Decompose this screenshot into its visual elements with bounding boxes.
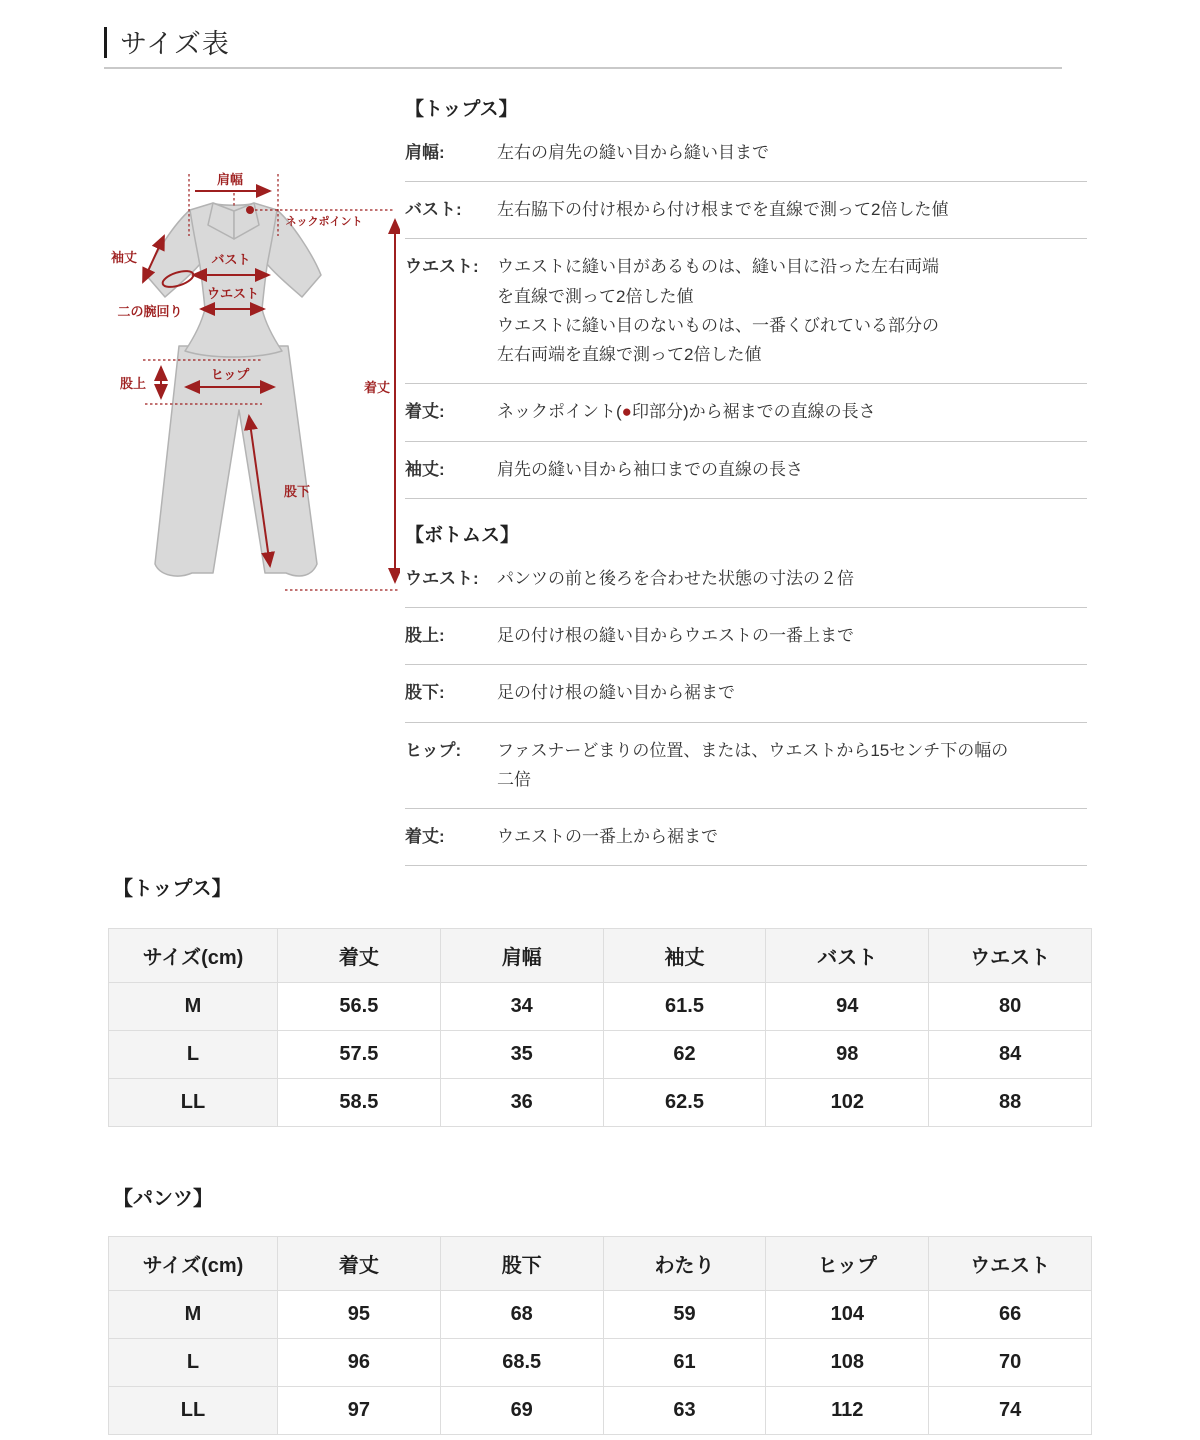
definition-line: を直線で測って2倍した値: [497, 286, 694, 306]
value-cell: 96: [278, 1339, 441, 1387]
table-row: [109, 1339, 1092, 1387]
definition-term: 肩幅:: [405, 143, 445, 162]
definitions-column: [405, 94, 1087, 866]
column-header: 肩幅: [440, 929, 603, 983]
tops-definitions-heading: 【トップス】: [405, 99, 518, 120]
value-cell: 62.5: [603, 1079, 766, 1127]
definition-term: ウエスト:: [405, 257, 479, 277]
tops-size-table: [108, 928, 1092, 1127]
value-cell: 69: [440, 1387, 603, 1435]
definition-row: [405, 182, 1087, 239]
label-waist: ウエスト: [206, 286, 260, 301]
definition-desc: 左右の肩先の縫い目から縫い目まで: [497, 143, 769, 162]
value-cell: 102: [766, 1079, 929, 1127]
value-cell: 80: [929, 983, 1092, 1031]
column-header: ウエスト: [929, 929, 1092, 983]
definition-desc: パンツの前と後ろを合わせた状態の寸法の２倍: [497, 568, 854, 588]
value-cell: 61.5: [603, 983, 766, 1031]
definition-desc: [497, 736, 1087, 794]
definition-desc: [497, 397, 1087, 426]
label-shoulder-width: 肩幅: [216, 172, 244, 187]
size-cell: LL: [109, 1387, 278, 1435]
definition-line: ウエストに縫い目があるものは、縫い目に沿った左右両端: [497, 257, 939, 277]
definition-desc: ウエストの一番上から裾まで: [497, 827, 718, 847]
neck-point-dot: [246, 206, 254, 214]
definition-term: ウエスト:: [405, 568, 479, 588]
table-row: [109, 1031, 1092, 1079]
table-header-row: [109, 1237, 1092, 1291]
size-cell: L: [109, 1031, 278, 1079]
table-row: [109, 1387, 1092, 1435]
definition-line: 二倍: [497, 769, 531, 789]
definition-term: 袖丈:: [405, 459, 445, 479]
definition-row: [405, 239, 1087, 384]
column-header: サイズ(cm): [109, 929, 278, 983]
value-cell: 58.5: [278, 1079, 441, 1127]
size-cell: M: [109, 1291, 278, 1339]
value-cell: 63: [603, 1387, 766, 1435]
value-cell: 104: [766, 1291, 929, 1339]
column-header: 股下: [440, 1237, 603, 1291]
definition-row: [405, 809, 1087, 866]
label-body-length: 着丈: [363, 380, 390, 395]
value-cell: 88: [929, 1079, 1092, 1127]
bottoms-definitions-heading: 【ボトムス】: [405, 524, 520, 546]
column-header: 袖丈: [603, 929, 766, 983]
value-cell: 98: [766, 1031, 929, 1079]
tops-table-heading: 【トップス】: [113, 878, 232, 900]
definition-term: 股上:: [405, 626, 445, 646]
value-cell: 94: [766, 983, 929, 1031]
column-header: サイズ(cm): [109, 1237, 278, 1291]
column-header: わたり: [603, 1237, 766, 1291]
value-cell: 35: [440, 1031, 603, 1079]
label-upper-arm: 二の腕回り: [117, 304, 183, 319]
value-cell: 56.5: [278, 983, 441, 1031]
definition-row: [405, 442, 1087, 499]
value-cell: 108: [766, 1339, 929, 1387]
definition-line: ウエストに縫い目のないものは、一番くびれている部分の: [497, 315, 939, 335]
value-cell: 34: [440, 983, 603, 1031]
definition-term: 着丈:: [405, 402, 445, 422]
definition-desc: 足の付け根の縫い目から裾まで: [497, 683, 735, 703]
size-cell: M: [109, 983, 278, 1031]
definition-desc: [497, 252, 1087, 369]
definition-row: [405, 723, 1087, 809]
value-cell: 62: [603, 1031, 766, 1079]
measurement-diagram: [100, 148, 400, 618]
table-row: [109, 983, 1092, 1031]
label-bust: バスト: [211, 252, 251, 267]
value-cell: 95: [278, 1291, 441, 1339]
value-cell: 36: [440, 1079, 603, 1127]
definition-line: ファスナーどまりの位置、または、ウエストから15センチ下の幅の: [497, 740, 1009, 760]
title-accent-bar: [104, 27, 107, 58]
label-neck-point: ネックポイント: [285, 216, 363, 228]
value-cell: 97: [278, 1387, 441, 1435]
value-cell: 68.5: [440, 1339, 603, 1387]
definition-desc: 肩先の縫い目から袖口までの直線の長さ: [497, 459, 803, 479]
pants-size-table: [108, 1236, 1092, 1435]
definition-term: ヒップ:: [405, 740, 462, 760]
pants-table-heading: 【パンツ】: [113, 1188, 213, 1210]
size-cell: LL: [109, 1079, 278, 1127]
size-cell: L: [109, 1339, 278, 1387]
page-title-block: [104, 22, 230, 61]
definition-row: [405, 665, 1087, 722]
column-header: ヒップ: [766, 1237, 929, 1291]
value-cell: 57.5: [278, 1031, 441, 1079]
definition-term: バスト:: [405, 200, 462, 220]
title-divider: [104, 67, 1062, 69]
definition-row: [405, 551, 1087, 608]
column-header: 着丈: [278, 929, 441, 983]
red-dot-glyph: ●: [621, 402, 632, 422]
definition-row: [405, 608, 1087, 665]
label-sleeve-length: 袖丈: [110, 250, 138, 265]
definition-desc-pre: ネックポイント(: [497, 402, 622, 422]
column-header: 着丈: [278, 1237, 441, 1291]
definition-desc-post: 印部分)から裾までの直線の長さ: [631, 402, 876, 422]
value-cell: 112: [766, 1387, 929, 1435]
definition-row: [405, 384, 1087, 441]
label-inseam: 股下: [284, 484, 311, 499]
column-header: ウエスト: [929, 1237, 1092, 1291]
definition-line: 左右両端を直線で測って2倍した値: [497, 345, 762, 365]
label-rise: 股上: [119, 376, 147, 391]
definition-term: 着丈:: [405, 827, 445, 847]
definition-desc: 足の付け根の縫い目からウエストの一番上まで: [497, 626, 854, 646]
column-header: バスト: [766, 929, 929, 983]
value-cell: 74: [929, 1387, 1092, 1435]
table-row: [109, 1291, 1092, 1339]
value-cell: 68: [440, 1291, 603, 1339]
value-cell: 84: [929, 1031, 1092, 1079]
value-cell: 61: [603, 1339, 766, 1387]
value-cell: 59: [603, 1291, 766, 1339]
value-cell: 70: [929, 1339, 1092, 1387]
label-hip: ヒップ: [210, 367, 250, 382]
table-header-row: [109, 929, 1092, 983]
table-row: [109, 1079, 1092, 1127]
definition-row: [405, 125, 1087, 182]
value-cell: 66: [929, 1291, 1092, 1339]
definition-desc: 左右脇下の付け根から付け根までを直線で測って2倍した値: [497, 200, 949, 220]
page-title: サイズ表: [120, 29, 230, 59]
definition-term: 股下:: [405, 683, 445, 703]
